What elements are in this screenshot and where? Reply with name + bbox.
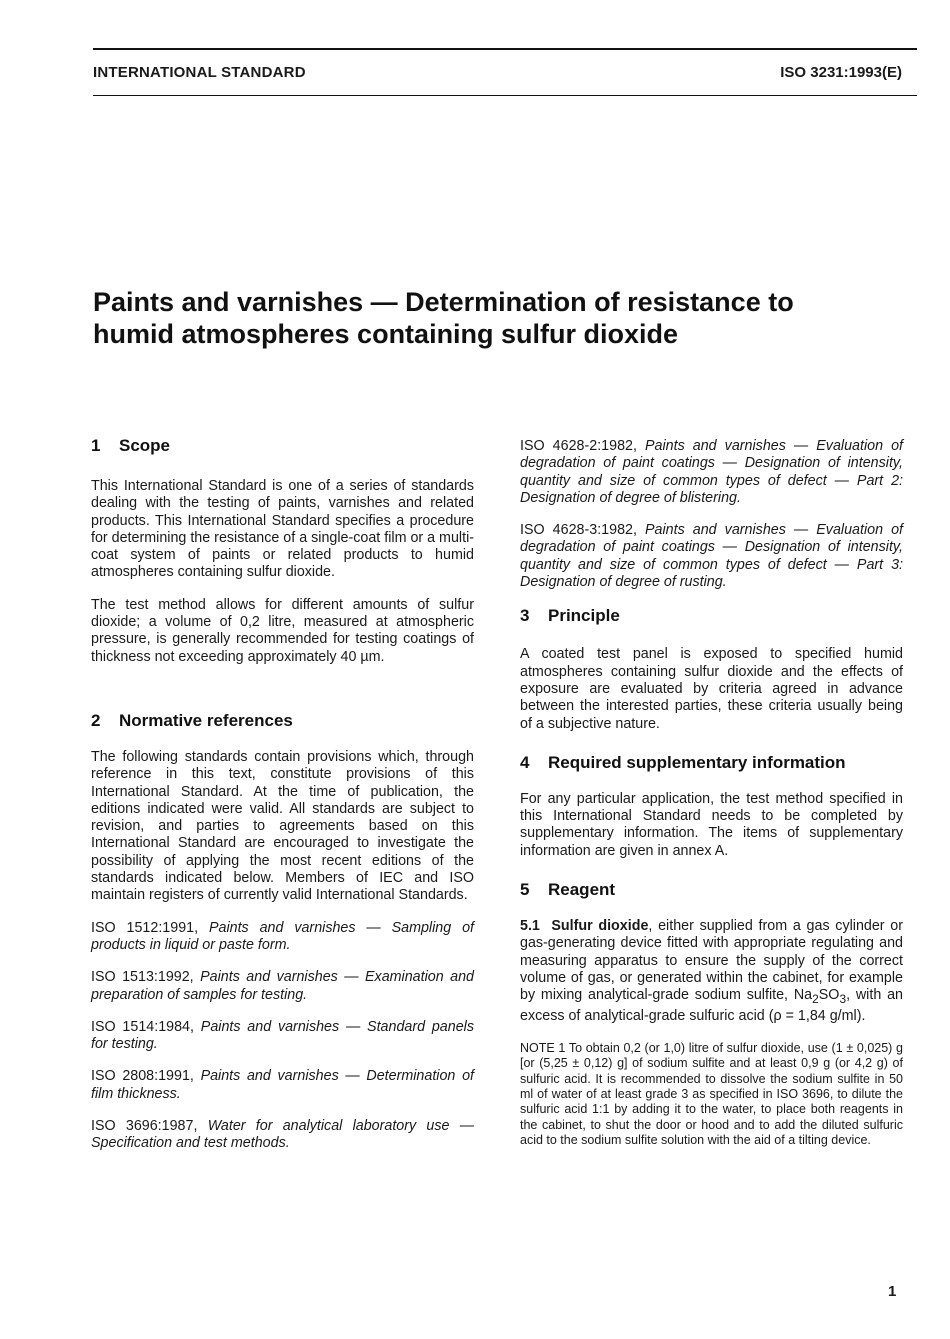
section-heading-required-information — [520, 753, 903, 773]
reference-item — [520, 438, 903, 507]
section-heading-normative-references — [91, 711, 474, 731]
reference-title: Paints and varnishes — Examination and preparation of samples for testing. — [91, 969, 474, 1003]
reference-item — [91, 1068, 474, 1103]
section-heading-scope — [91, 436, 474, 456]
section-title: Normative references — [119, 710, 293, 730]
section-title: Scope — [119, 436, 171, 455]
reference-code: ISO 1514:1984, — [91, 1018, 194, 1035]
reference-code: ISO 1512:1991, — [91, 919, 199, 936]
section-number: 4 — [520, 752, 530, 772]
subclause-number: 5.1 — [520, 918, 540, 935]
subclause-text-c: , with an excess of analytical-grade sulfuric acid (ρ = 1,84 g/ml). — [520, 987, 904, 1025]
section-title: Principle — [548, 606, 620, 626]
reference-code: ISO 4628-2:1982, — [520, 438, 637, 454]
subclause-text-a: , either supplied from a gas cylinder or gas-generating device fitted with appropriate regulating and measuring apparatus to ensure the supply of the correct volume of gas, or generated within the cabinet, for example by mixing analytical-grade sodium sulfite, Na — [520, 918, 904, 1004]
title-line-1: Paints and varnishes — Determination of resistance to — [93, 287, 794, 317]
reference-code: ISO 4628-3:1982, — [520, 522, 637, 539]
reference-title: Paints and varnishes — Evaluation of degradation of paint coatings — Designation of intensity, quantity and size of common types of defect — Part 2: Designation of degree of blistering. — [520, 438, 903, 506]
reference-code: ISO 3696:1987, — [91, 1118, 198, 1135]
reference-code: ISO 2808:1991, — [91, 1068, 194, 1085]
required-paragraph: For any particular application, the test method specified in this International Standard needs to be completed by supplementary information. The items of supplementary information are given in annex A. — [520, 790, 903, 859]
scope-paragraph-1: This International Standard is one of a series of standards dealing with the testing of paints, varnishes and related products. This International Standard specifies a procedure for determining the resistance of a single-coat film or a multi-coat system of paints or related products to humid atmospheres containing sulfur dioxide. — [91, 478, 475, 581]
header-bottom-rule — [93, 95, 917, 96]
normative-intro: The following standards contain provisions which, through reference in this text, constitute provisions of this International Standard. At the time of publication, the editions indicated were valid. All standards are subject to revision, and parties to agreements based on this International Standard are encouraged to investigate the possibility of applying the most recent editions of the standards indicated below. Members of IEC and ISO maintain registers of currently valid International Standards. — [91, 748, 474, 904]
document-title — [93, 286, 893, 350]
section-title: Required supplementary information — [548, 752, 846, 772]
scope-paragraph-2: The test method allows for different amounts of sulfur dioxide; a volume of 0,2 litre, measured at atmospheric pressure, is generally recommended for testing coatings of thickness not exceeding approximately 40 µm. — [91, 596, 474, 665]
reagent-subclause — [520, 918, 903, 1026]
reagent-note: NOTE 1 To obtain 0,2 (or 1,0) litre of sulfur dioxide, use (1 ± 0,025) g [or (5,25 ± 0,12) g] of sodium sulfite and at least 0,9 g (or 4,2 g) of sulfuric acid. It is recommended to dissolve the sodium sulfite in 50 ml of water of at least grade 3 as specified in ISO 3696, to dilute the sulfuric acid 1:1 by adding it to the water, to place both reagents in the cabinet, to shut the door or hood and to add the diluted sulfuric acid to the sodium sulfite solution with the aid of a tilting device. — [520, 1040, 903, 1148]
reference-code: ISO 1513:1992, — [91, 969, 194, 986]
reference-title: Paints and varnishes — Evaluation of degradation of paint coatings — Designation of intensity, quantity and size of common types of defect — Part 3: Designation of degree of rusting. — [520, 522, 903, 591]
header-top-rule — [93, 48, 917, 50]
reference-item — [91, 1118, 474, 1153]
section-number: 1 — [91, 436, 101, 455]
reference-item — [520, 522, 903, 591]
left-column — [91, 436, 474, 1168]
principle-paragraph: A coated test panel is exposed to specified humid atmospheres containing sulfur dioxide and the effects of exposure are evaluated by criteria agreed in advance between the interested parties, these criteria usually being of a subjective nature. — [520, 646, 903, 732]
subscript: 3 — [839, 992, 847, 1007]
reference-title: Paints and varnishes — Standard panels for testing. — [91, 1018, 474, 1053]
header-document-type: INTERNATIONAL STANDARD — [93, 64, 306, 81]
section-number: 3 — [520, 606, 530, 626]
section-number: 5 — [520, 880, 530, 900]
subclause-title: Sulfur dioxide — [551, 918, 649, 935]
section-heading-reagent — [520, 880, 903, 900]
page-number: 1 — [888, 1283, 897, 1300]
title-line-2: humid atmospheres containing sulfur dioxide — [93, 319, 679, 349]
reference-title: Water for analytical laboratory use — Specification and test methods. — [91, 1118, 474, 1152]
reference-item — [91, 1019, 474, 1054]
right-column — [520, 438, 903, 1164]
reference-title: Paints and varnishes — Determination of film thickness. — [91, 1068, 474, 1102]
section-number: 2 — [91, 710, 101, 730]
section-title: Reagent — [548, 880, 616, 900]
reference-item — [91, 969, 474, 1004]
reference-title: Paints and varnishes — Sampling of products in liquid or paste form. — [91, 919, 474, 953]
section-heading-principle — [520, 606, 903, 626]
subscript: 2 — [812, 992, 819, 1007]
reference-item — [91, 920, 474, 955]
header-standard-number: ISO 3231:1993(E) — [780, 64, 902, 81]
subclause-text-b: SO — [818, 987, 840, 1004]
